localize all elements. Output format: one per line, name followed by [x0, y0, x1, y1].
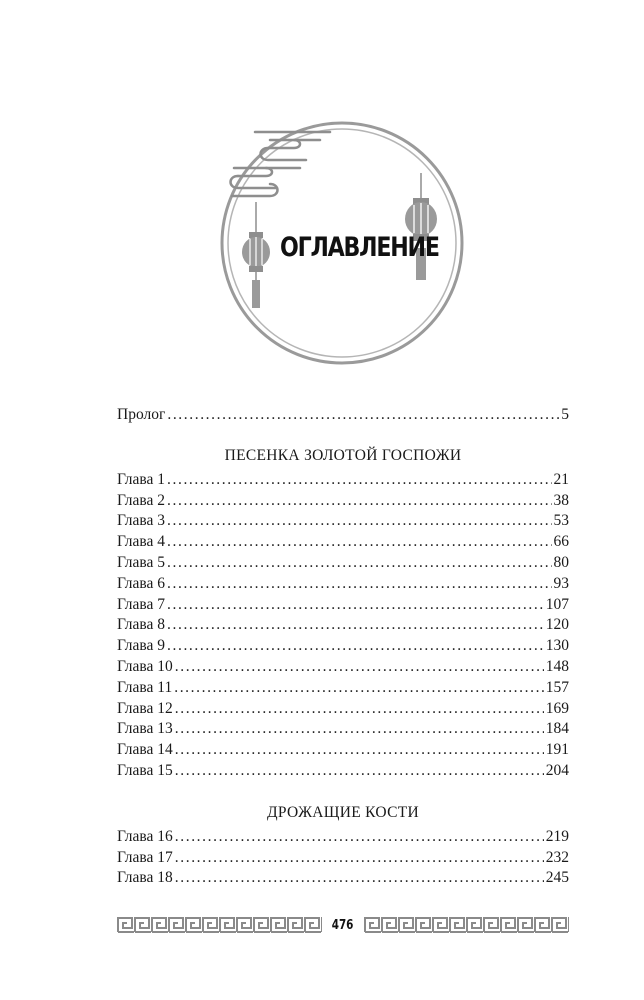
toc-entry-page: 191 — [545, 741, 569, 759]
toc-entry[interactable] — [117, 532, 569, 553]
toc-entry-label: Глава 18 — [117, 869, 173, 887]
toc-entry-label: Глава 8 — [117, 616, 166, 634]
dot-leader — [167, 615, 544, 636]
dot-leader — [175, 761, 544, 782]
toc-entry-page: 130 — [545, 637, 569, 655]
dot-leader — [167, 470, 551, 491]
section-entries — [117, 827, 569, 889]
dot-leader — [175, 657, 544, 678]
page-number: 476 — [332, 917, 354, 933]
toc-entry-page: 204 — [545, 761, 569, 779]
dot-leader — [175, 848, 544, 869]
toc-entry[interactable] — [117, 868, 569, 889]
dot-leader — [167, 595, 544, 616]
section-heading: ДРОЖАЩИЕ КОСТИ — [267, 803, 419, 821]
toc-entry-label: Глава 6 — [117, 574, 166, 592]
toc-entry[interactable] — [117, 553, 569, 574]
toc-entry-label: Глава 16 — [117, 827, 173, 845]
toc-entry-prolog[interactable] — [117, 405, 569, 426]
toc-entry-label: Пролог — [117, 406, 166, 423]
toc-entry-label: Глава 4 — [117, 533, 166, 551]
toc-entry-page: 219 — [545, 827, 569, 845]
toc-entry-page: 66 — [553, 533, 569, 551]
toc-entry-label: Глава 10 — [117, 657, 173, 675]
toc-entry-page: 232 — [545, 848, 569, 866]
toc-entry-page: 80 — [553, 553, 569, 571]
toc-entry[interactable] — [117, 511, 569, 532]
toc-entry-label: Глава 11 — [117, 678, 173, 696]
section-entries — [117, 470, 569, 782]
dot-leader — [175, 868, 544, 889]
toc-entry-label: Глава 14 — [117, 741, 173, 759]
toc-entry[interactable] — [117, 574, 569, 595]
toc-entry-page: 148 — [545, 657, 569, 675]
meander-border-icon — [117, 917, 322, 933]
dot-leader — [167, 511, 551, 532]
toc-entry-page: 169 — [545, 699, 569, 717]
dot-leader — [167, 553, 551, 574]
dot-leader — [175, 719, 544, 740]
dot-leader — [167, 532, 551, 553]
toc-entry[interactable] — [117, 470, 569, 491]
toc-entry-label: Глава 1 — [117, 470, 166, 488]
toc-entry[interactable] — [117, 657, 569, 678]
dot-leader — [175, 699, 544, 720]
toc-entry[interactable] — [117, 719, 569, 740]
page-footer — [117, 913, 569, 937]
page-title: ОГЛАВЛЕНИЕ — [280, 232, 439, 263]
section-heading: ПЕСЕНКА ЗОЛОТОЙ ГОСПОЖИ — [224, 446, 462, 464]
dot-leader — [167, 491, 551, 512]
dot-leader — [175, 740, 544, 761]
meander-border-icon — [364, 917, 569, 933]
toc-entry[interactable] — [117, 740, 569, 761]
toc-entry-page: 184 — [545, 720, 569, 738]
toc-entry-page: 93 — [553, 574, 569, 592]
dot-leader — [167, 574, 551, 595]
toc-entry-label: Глава 13 — [117, 720, 173, 738]
dot-leader — [167, 405, 559, 426]
table-of-contents — [117, 405, 569, 889]
lantern-icon — [242, 202, 270, 308]
dot-leader — [175, 827, 544, 848]
toc-entry[interactable] — [117, 699, 569, 720]
toc-entry-label: Глава 2 — [117, 491, 166, 509]
toc-entry-label: Глава 9 — [117, 637, 166, 655]
toc-entry-page: 157 — [545, 678, 569, 696]
toc-entry-page: 21 — [553, 470, 569, 488]
toc-entry[interactable] — [117, 636, 569, 657]
toc-entry-label: Глава 15 — [117, 761, 173, 779]
toc-entry-label: Глава 12 — [117, 699, 173, 717]
toc-entry-page: 5 — [561, 406, 569, 423]
lantern-icon — [405, 173, 437, 280]
toc-entry-page: 53 — [553, 512, 569, 530]
toc-entry[interactable] — [117, 491, 569, 512]
toc-entry-label: Глава 3 — [117, 512, 166, 530]
toc-entry[interactable] — [117, 678, 569, 699]
toc-entry-page: 245 — [545, 869, 569, 887]
toc-entry-page: 38 — [553, 491, 569, 509]
toc-entry-label: Глава 7 — [117, 595, 166, 613]
toc-entry-page: 120 — [545, 616, 569, 634]
toc-entry-page: 107 — [545, 595, 569, 613]
toc-entry-label: Глава 17 — [117, 848, 173, 866]
dot-leader — [174, 678, 544, 699]
dot-leader — [167, 636, 544, 657]
toc-entry[interactable] — [117, 848, 569, 869]
toc-entry[interactable] — [117, 615, 569, 636]
toc-entry[interactable] — [117, 761, 569, 782]
toc-entry[interactable] — [117, 595, 569, 616]
toc-entry-label: Глава 5 — [117, 553, 166, 571]
toc-entry[interactable] — [117, 827, 569, 848]
